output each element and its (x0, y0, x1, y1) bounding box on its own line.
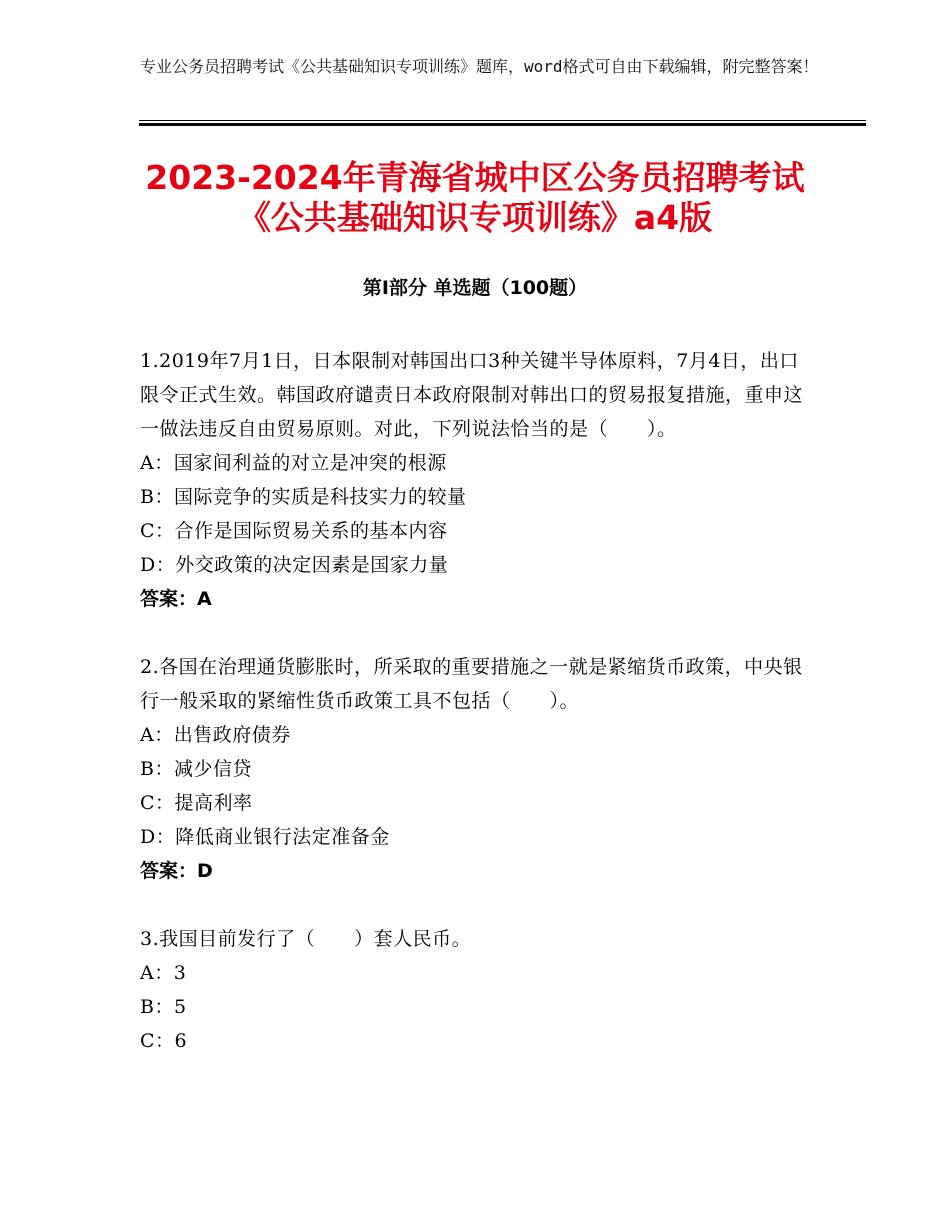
question-2 (140, 650, 812, 888)
option-a: A：出售政府债券 (140, 724, 291, 746)
option-d: D：外交政策的决定因素是国家力量 (140, 554, 449, 576)
title-line-1: 2023-2024年青海省城中区公务员招聘考试 (145, 158, 805, 197)
option-a: A：3 (140, 962, 187, 984)
title-line-2: 《公共基础知识专项训练》a4版 (237, 198, 713, 237)
section-heading: 第Ⅰ部分 单选题（100题） (362, 277, 588, 299)
document-title (100, 158, 850, 238)
header-divider-thin (139, 120, 866, 121)
question-stem: 3.我国目前发行了（ ）套人民币。 (140, 928, 472, 950)
option-b: B：国际竞争的实质是科技实力的较量 (140, 486, 467, 508)
question-3 (140, 922, 812, 1058)
question-stem: 1.2019年7月1日，日本限制对韩国出口3种关键半导体原料，7月4日，出口限令正式生效。韩国政府谴责日本政府限制对韩出口的贸易报复措施，重申这一做法违反自由贸易原则。对此，下列说法恰当的是（ ）。 (140, 350, 804, 440)
option-b: B：减少信贷 (140, 758, 252, 780)
answer: 答案：A (140, 588, 212, 610)
header-divider-thick (139, 123, 866, 126)
option-a: A：国家间利益的对立是冲突的根源 (140, 452, 447, 474)
option-c: C：合作是国际贸易关系的基本内容 (140, 520, 448, 542)
answer: 答案：D (140, 860, 213, 882)
header-note: 专业公务员招聘考试《公共基础知识专项训练》题库，word格式可自由下载编辑，附完整答案！ (140, 57, 819, 76)
question-1 (140, 344, 812, 616)
question-stem: 2.各国在治理通货膨胀时，所采取的重要措施之一就是紧缩货币政策，中央银行一般采取的紧缩性货币政策工具不包括（ ）。 (140, 656, 803, 712)
question-list (140, 344, 812, 1092)
option-c: C：6 (140, 1030, 188, 1052)
option-b: B：5 (140, 996, 187, 1018)
option-d: D：降低商业银行法定准备金 (140, 826, 390, 848)
option-c: C：提高利率 (140, 792, 253, 814)
